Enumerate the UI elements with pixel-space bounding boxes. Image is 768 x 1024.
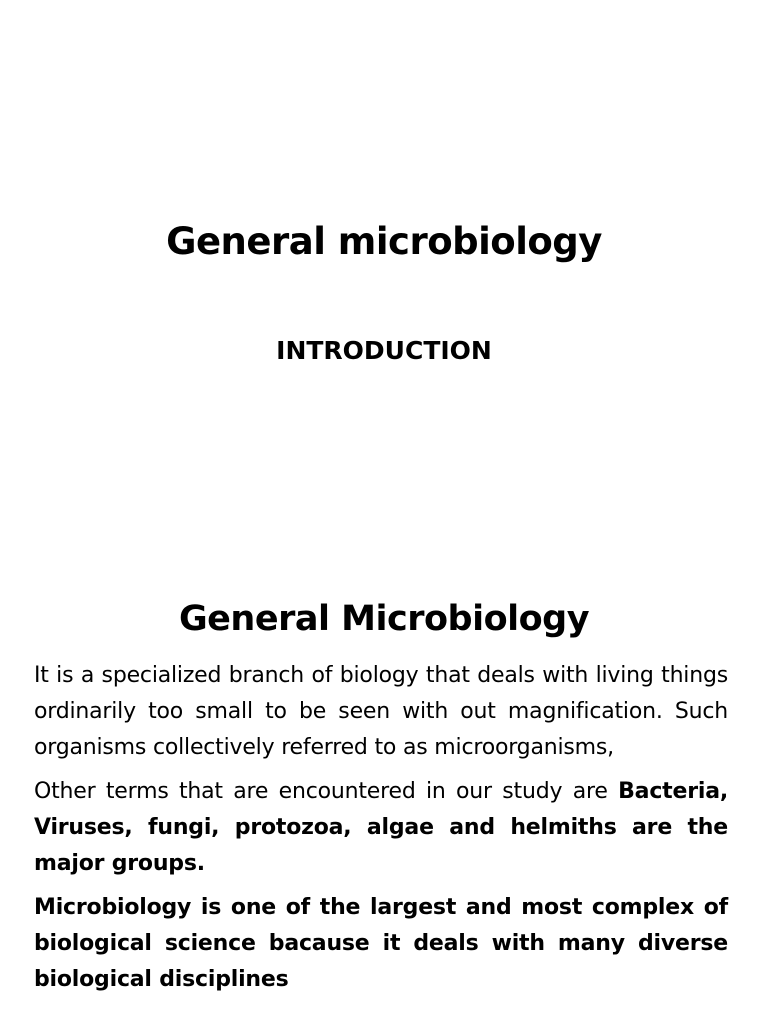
content-heading: General Microbiology: [178, 599, 590, 639]
slide-subtitle: INTRODUCTION: [276, 336, 492, 365]
paragraph-terms-groups: Bacteria, Viruses, fungi, protozoa, algae and helmiths are the major groups.: [34, 779, 728, 876]
paragraph-terms-intro: Other terms that are encountered in our study are: [34, 779, 619, 804]
paragraph-complexity: Microbiology is one of the largest and most complex of biological science bacause it deals with many diverse biological disciplines: [34, 895, 728, 992]
paragraph-definition: It is a specialized branch of biology that deals with living things ordinarily too small to be seen with out magnification. Such organisms collectively referred to as microorganisms,: [34, 663, 728, 760]
content-body: [34, 658, 728, 1006]
slide-title-heading: General microbiology: [166, 220, 602, 263]
paragraph-terms: [34, 774, 728, 882]
slide-content: [0, 576, 768, 1024]
